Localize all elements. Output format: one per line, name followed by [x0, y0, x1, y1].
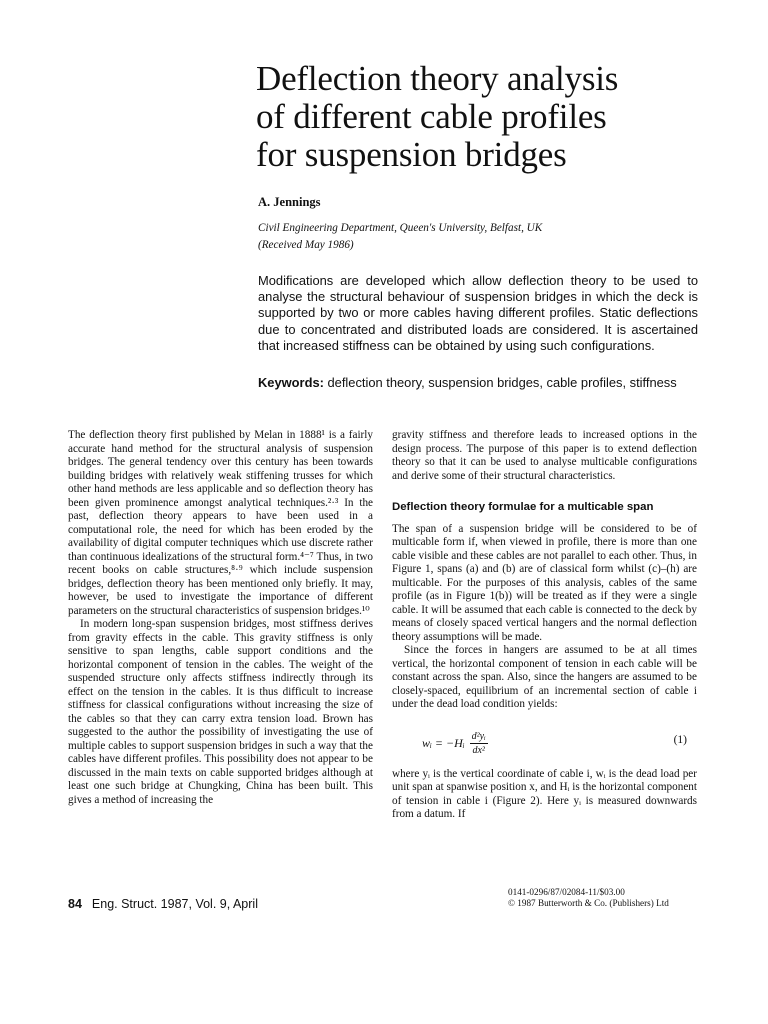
copyright-notice: © 1987 Butterworth & Co. (Publishers) Ltd — [508, 898, 669, 908]
equation-numerator: d²yᵢ — [470, 730, 488, 745]
equation-fraction — [470, 730, 488, 758]
keywords-label: Keywords: — [258, 375, 324, 390]
abstract: Modifications are developed which allow deflection theory to be used to analyse the structural behaviour of suspension bridges in which the deck is supported by two or more cables having different profiles. Static deflections due to concentrated and distributed loads are considered. It is ascertained that increased stiffness can be obtained by using such configurations. — [258, 273, 698, 353]
article-title — [256, 60, 736, 174]
keywords-list: deflection theory, suspension bridges, cable profiles, stiffness — [323, 375, 677, 390]
equation-lhs: wᵢ = −Hᵢ — [422, 735, 465, 750]
issn-code: 0141-0296/87/02084-11/$03.00 — [508, 887, 625, 897]
affiliation-block — [258, 220, 698, 254]
right-column — [392, 429, 697, 822]
journal-citation: Eng. Struct. 1987, Vol. 9, April — [91, 897, 258, 911]
keywords-block — [258, 375, 698, 391]
title-line-1: Deflection theory analysis — [256, 59, 619, 98]
intro-paragraph-2: In modern long-span suspension bridges, most stiffness derives from gravity effects in the cable. This gravity stiffness is only sensitive to span lengths, cable support conditions and the horizontal component of tension in the cables. The weight of the suspended structure only affects stiffness indirectly through its effect on the tension in the cables. It is thus difficult to increase stiffness for classical configurations without increasing the size of the cables so that they can carry extra tension load. Brown has suggested to the author the possibility of investigating the use of multiple cables to support suspension bridges in such a way that the cables have different profiles. This possibility does not appear to be discussed in the main texts on cable supported bridges although at least one such bridge at Chungking, China has been built. This gives a method of increasing the — [68, 618, 373, 806]
section-heading: Deflection theory formulae for a multicable span — [392, 501, 654, 513]
received-date: (Received May 1986) — [258, 239, 354, 251]
equation-number: (1) — [673, 733, 687, 746]
title-line-3: for suspension bridges — [256, 135, 567, 174]
affiliation: Civil Engineering Department, Queen's University, Belfast, UK — [258, 222, 543, 234]
equation-1 — [392, 720, 697, 760]
page-footer-copyright — [508, 887, 669, 909]
page-footer-journal — [68, 897, 258, 911]
section-paragraph-1: The span of a suspension bridge will be considered to be of multicable form if, when viewed in profile, there is more than one cable visible and these cables are not parallel to each other. Thus, in Figure 1, spans (a) and (b) are of classical form whilst (c)–(h) are multicable. For the purposes of this analysis, cables of the same profile (as in Figure 1(b)) will be treated as if they were a single cable. It will be assumed that each cable is connected to the deck by means of closely spaced vertical hangers and the normal deflection theory assumptions will be made. — [392, 522, 697, 643]
title-line-2: of different cable profiles — [256, 97, 607, 136]
left-column — [68, 429, 373, 807]
page-number: 84 — [68, 897, 82, 911]
section-paragraph-3: where yᵢ is the vertical coordinate of cable i, wᵢ is the dead load per unit span at spanwise position x, and Hᵢ is the horizontal component of tension in cable i (Figure 2). Here yᵢ is measured downwards from a datum. If — [392, 767, 697, 820]
section-paragraph-2: Since the forces in hangers are assumed to be at all times vertical, the horizontal component of tension in each cable will be constant across the span. Also, since the hangers are assumed to be closely-spaced, equilibrium of an incremental section of cable i under the dead load condition yields: — [392, 644, 697, 710]
intro-paragraph-1: The deflection theory first published by Melan in 1888¹ is a fairly accurate hand method for the structural analysis of suspension bridges. The general tendency over this century has been towards building bridges with relatively weak stiffening trusses for which other hand methods are less applicable and so deflection theory has been given prominence amongst analytical techniques.²·³ In the past, deflection theory appears to have been used in a computational role, the need for which has been eroded by the availability of digital computer techniques which use discrete rather than continuous idealizations of the structural form.⁴⁻⁷ Thus, in two recent books on cable structures,⁸·⁹ which include suspension bridges, deflection theory has been mentioned only briefly. It may, however, be used to investigate the importance of different parameters on the structural characteristics of suspension bridges.¹⁰ — [68, 429, 373, 617]
equation-denominator: dx² — [472, 745, 485, 756]
intro-paragraph-3: gravity stiffness and therefore leads to increased options in the design process. The purpose of this paper is to extend deflection theory so that it can be used to analyse multicable configurations and derive some of their structural characteristics. — [392, 429, 697, 482]
author-name: A. Jennings — [258, 195, 321, 209]
